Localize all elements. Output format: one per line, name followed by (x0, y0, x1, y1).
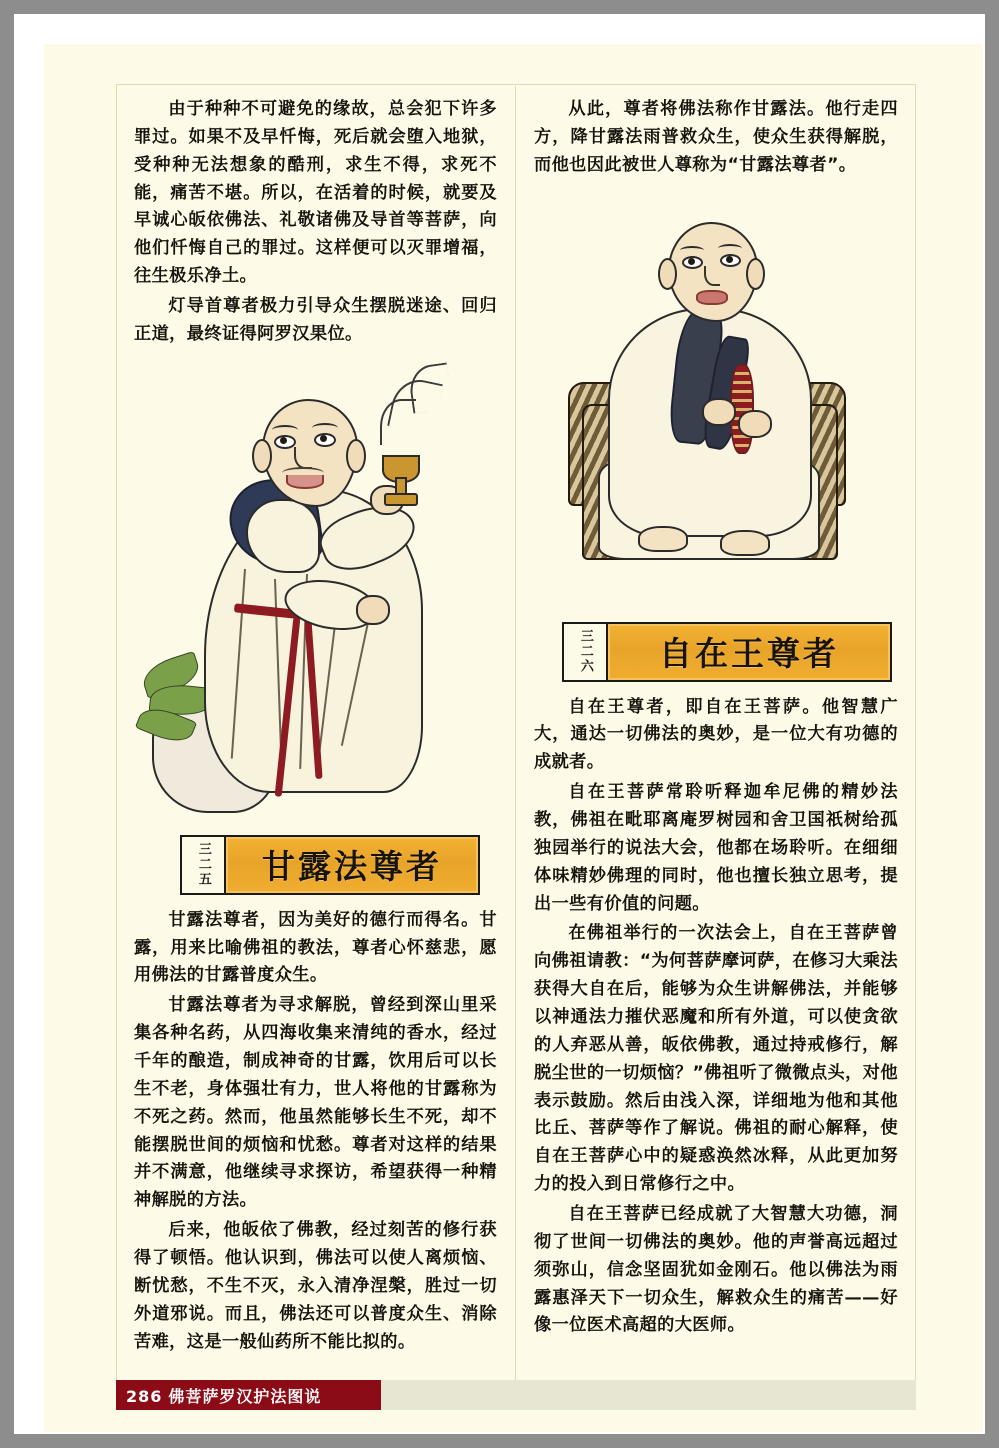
nose (294, 447, 312, 469)
right-top-paragraph: 从此，尊者将佛法称作甘露法。他行走四方，降甘露法雨普救众生，使众生获得解脱，而他也因此被世人尊称为“甘露法尊者”。 (534, 99, 898, 175)
left-paragraph-1: 由于种种不可避免的缘故，总会犯下许多罪过。如果不及早忏悔，死后就会堕入地狱，受种种无法想象的酷刑，求生不得，求死不能，痛苦不堪。所以，在活着的时候，就要及早诚心皈依佛法、礼敬诸佛及导首等菩萨，向他们忏悔自己的罪过。这样便可以灭罪增福，往生极乐净土。 (134, 99, 497, 287)
plaque-number: 三二六 (577, 629, 593, 675)
right-body-paragraph-3: 在佛祖举行的一次法会上，自在王菩萨曾向佛祖请教：“为何菩萨摩诃萨，在修习大乘法获得大自在后，能够为众生讲解佛法，并能够以神通法力摧伏恶魔和所有外道，可以使贪欲的人弃恶从善，皈依佛教，通过持戒修行，解脱尘世的一切烦恼？”佛祖听了微微点头，对他表示鼓励。然后由浅入深，详细地为他和其他比丘、菩萨等作了解说。佛祖的耐心解释，使自在王菩萨心中的疑惑涣然冰释，从此更加努力的投入到日常修行之中。 (534, 923, 898, 1195)
right-body-paragraph-2: 自在王菩萨常聆听释迦牟尼佛的精妙法教，佛祖在毗耶离庵罗树园和舍卫国祇树给孤独园举行的说法大会，他都在场聆听。在细细体味精妙佛理的同时，他也擅长独立思考，提出一些有价值的问题。 (534, 782, 898, 914)
brow-right (718, 244, 742, 253)
footer-page-number: 286 (126, 1387, 163, 1406)
left-body-paragraph-1: 甘露法尊者，因为美好的德行而得名。甘露，用来比喻佛祖的教法，尊者心怀慈悲，愿用佛法的甘露普度众生。 (134, 909, 497, 986)
pupil-right (320, 435, 327, 442)
right-body-paragraph-1: 自在王尊者，即自在王菩萨。他智慧广大，通达一切佛法的奥妙，是一位大有功德的成就者。 (534, 696, 898, 773)
left-hand (702, 398, 736, 426)
illustration-monk-holding-incense-censer (134, 359, 497, 829)
two-column-layout (116, 86, 916, 1384)
brow-right (312, 423, 338, 433)
ear-left (252, 439, 272, 473)
right-body-paragraph-4: 自在王菩萨已经成就了大智慧大功德，洞彻了世间一切佛法的奥妙。他的声誉高远超过须弥山，信念坚固犹如金刚石。他以佛法为雨露惠泽天下一切众生，解救众生的痛苦——好像一位医术高超的大医师。 (534, 1204, 898, 1336)
foot-right (720, 530, 770, 556)
illustration-seated-monk-on-wicker-chair (534, 186, 898, 616)
mouth (696, 290, 728, 305)
ear-right (346, 439, 366, 473)
title-plaque-right (562, 622, 892, 682)
left-hand (356, 595, 390, 625)
censer-base (384, 493, 418, 506)
nose (704, 266, 720, 286)
page-footer (116, 1380, 916, 1410)
smoke-wisp-icon (407, 362, 453, 413)
pupil-left (688, 258, 695, 265)
page-white-margin (14, 14, 985, 1434)
right-hand (738, 410, 772, 438)
right-column (516, 86, 916, 1384)
ear-right (746, 258, 765, 290)
plaque-title-box (226, 835, 480, 895)
plaque-title: 自在王尊者 (659, 634, 839, 674)
plaque-title-box (608, 622, 892, 682)
pupil-right (726, 256, 733, 263)
plaque-number-box (180, 835, 226, 895)
footer-text (126, 1384, 321, 1407)
pupil-left (280, 437, 287, 444)
brow-left (272, 425, 298, 435)
mouth (286, 475, 324, 489)
plaque-number-box (562, 622, 608, 682)
foot-left (638, 526, 688, 552)
left-body-paragraph-2: 甘露法尊者为寻求解脱，曾经到深山里采集各种名药，从四海收集来清纯的香水，经过千年的酿造，制成神奇的甘露，饮用后可以长生不老，身体强壮有力，世人将他的甘露称为不死之药。然而，他虽然能够长生不死，却不能摆脱世间的烦恼和忧愁。尊者对这样的结果并不满意，他继续寻求探访，希望获得一种精神解脱的方法。 (134, 995, 497, 1211)
ear-left (658, 258, 677, 290)
left-body-paragraph-3: 后来，他皈依了佛教，经过刻苦的修行获得了顿悟。他认识到，佛法可以使人离烦恼、断忧愁，不生不灭，永入清净涅槃，胜过一切外道邪说。而且，佛法还可以普度众生、消除苦难，这是一般仙药所不能比拟的。 (134, 1220, 497, 1352)
left-paragraph-2: 灯导首尊者极力引导众生摆脱迷途、回归正道，最终证得阿罗汉果位。 (134, 296, 497, 344)
plaque-title: 甘露法尊者 (262, 847, 442, 887)
plaque-number: 三二五 (195, 842, 211, 888)
footer-book-title: 佛菩萨罗汉护法图说 (168, 1387, 322, 1406)
book-page (44, 44, 983, 1432)
title-plaque-left (180, 835, 480, 895)
brow-left (680, 246, 704, 255)
left-column (116, 86, 516, 1384)
